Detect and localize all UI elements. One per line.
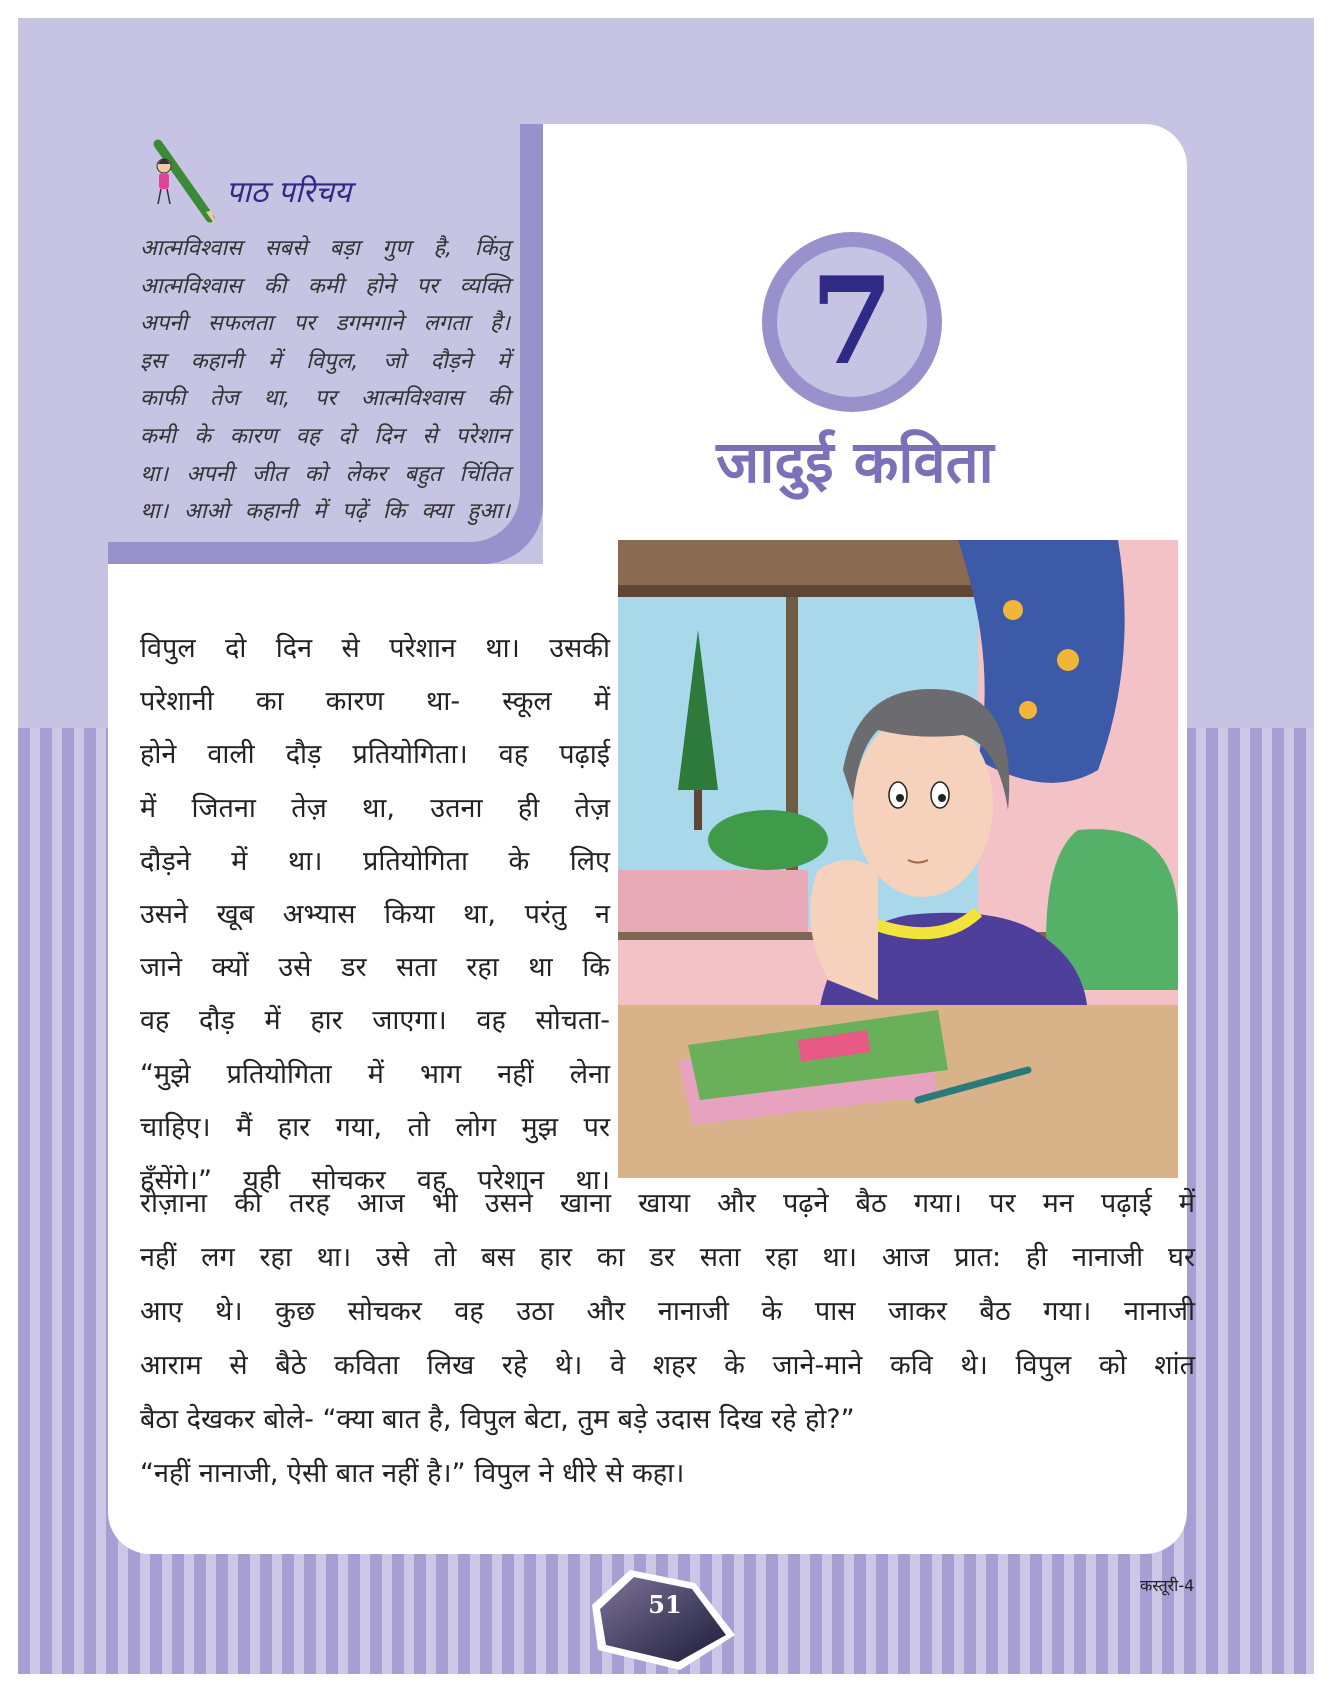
story-line: उसने खूब अभ्यास किया था, परंतु न	[140, 899, 610, 931]
intro-title: पाठ परिचय	[226, 175, 352, 210]
story-line: आए थे। कुछ सोचकर वह उठा और नानाजी के पास जाकर बैठ गया। नानाजी	[140, 1296, 1195, 1327]
book-name-label: कस्तूरी-4	[1140, 1576, 1195, 1595]
story-line: में जितना तेज़ था, उतना ही तेज़	[140, 792, 610, 824]
intro-line: काफी तेज था, पर आत्मविश्वास की	[140, 386, 510, 412]
story-line: नहीं लग रहा था। उसे तो बस हार का डर सता रहा था। आज प्रात: ही नानाजी घर	[140, 1242, 1195, 1273]
story-line: जाने क्यों उसे डर सता रहा था कि	[140, 952, 610, 984]
story-line: परेशानी का कारण था- स्कूल में	[140, 686, 610, 718]
boy-studying-illustration	[618, 540, 1178, 1178]
story-text-left	[140, 622, 610, 1207]
chapter-title: जादुई कविता	[716, 428, 994, 496]
intro-line: था। आओ कहानी में पढ़ें कि क्या हुआ।	[140, 499, 510, 525]
intro-line: इस कहानी में विपुल, जो दौड़ने में	[140, 348, 510, 374]
story-line: विपुल दो दिन से परेशान था। उसकी	[140, 633, 610, 664]
story-line: बैठा देखकर बोले- “क्या बात है, विपुल बेटा, तुम बड़े उदास दिख रहे हो?”	[140, 1404, 855, 1435]
intro-line: आत्मविश्वास की कमी होने पर व्यक्ति	[140, 273, 510, 299]
story-line: “मुझे प्रतियोगिता में भाग नहीं लेना	[140, 1058, 610, 1090]
story-text-full	[140, 1177, 1195, 1501]
story-line: आराम से बैठे कविता लिख रहे थे। वे शहर के जाने-माने कवि थे। विपुल को शांत	[140, 1350, 1195, 1381]
story-line: दौड़ने में था। प्रतियोगिता के लिए	[140, 845, 610, 877]
page-number-badge	[590, 1565, 740, 1675]
story-line: होने वाली दौड़ प्रतियोगिता। वह पढ़ाई	[140, 739, 610, 771]
story-line: हँसेंगे।” यही सोचकर वह परेशान था।	[140, 1165, 610, 1197]
story-line: रोज़ाना की तरह आज भी उसने खाना खाया और पढ़ने बैठ गया। पर मन पढ़ाई में	[140, 1188, 1195, 1219]
story-line: वह दौड़ में हार जाएगा। वह सोचता-	[140, 1005, 610, 1037]
chapter-number-circle	[762, 232, 942, 412]
intro-line: कमी के कारण वह दो दिन से परेशान	[140, 423, 510, 449]
intro-text	[140, 230, 510, 531]
story-line: “नहीं नानाजी, ऐसी बात नहीं है।” विपुल ने धीरे से कहा।	[140, 1458, 685, 1489]
pencil-girl-icon	[140, 132, 220, 232]
chapter-number: 7	[810, 251, 894, 392]
story-line: चाहिए। मैं हार गया, तो लोग मुझ पर	[140, 1111, 610, 1143]
page-number: 51	[648, 1590, 682, 1619]
intro-line: था। अपनी जीत को लेकर बहुत चिंतित	[140, 461, 510, 487]
intro-line: आत्मविश्वास सबसे बड़ा गुण है, किंतु	[140, 236, 510, 261]
intro-line: अपनी सफलता पर डगमगाने लगता है।	[140, 311, 510, 337]
